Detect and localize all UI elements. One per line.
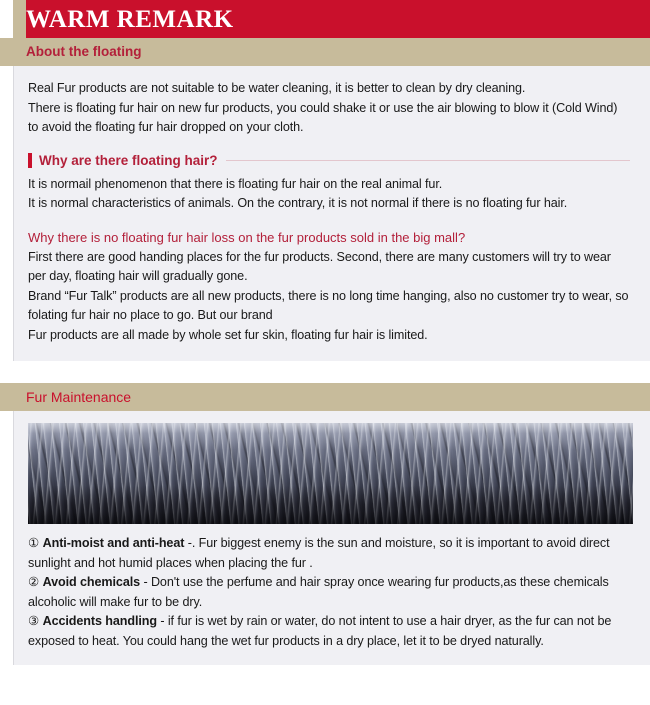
tip-title-1: Anti-moist and anti-heat (42, 536, 185, 550)
section-header-fur-maintenance (0, 383, 650, 411)
panel-divider-gap (0, 361, 650, 383)
list-item (28, 612, 630, 651)
red-bar-marker-icon (28, 153, 32, 168)
tip-title-2: Avoid chemicals (42, 575, 141, 589)
maintenance-tips-list (21, 534, 630, 651)
answer-line-1: It is normail phenomenon that there is floating fur hair on the real animal fur. (28, 176, 443, 191)
tip-body-1: -. Fur biggest enemy is the sun and moisture, so it is important to avoid direct sunlight and hot humid places when placing the fur . (28, 536, 610, 570)
intro-line-1: Real Fur products are not suitable to be water cleaning, it is better to clean by dry cleaning. (28, 81, 526, 95)
section-header-fur-maintenance-label: Fur Maintenance (26, 389, 132, 405)
big-mall-answer-1: First there are good handing places for the fur products. Second, there are many customers will try to wear per day, floating hair will gradually gone. (28, 249, 611, 283)
page-title: WARM REMARK (26, 5, 234, 33)
intro-line-2: There is floating fur hair on new fur products, you could shake it or use the air blowing to blow it (Cold Wind) to avoid the floating fur hair dropped on your cloth. (28, 100, 618, 134)
warm-remark-title-bar (13, 0, 650, 38)
answer-line-2: It is normal characteristics of animals. On the contrary, it is not normal if there is no floating fur hair. (28, 196, 568, 210)
fur-maintenance-panel (0, 383, 650, 665)
list-item (28, 573, 630, 612)
big-mall-answer-2: Brand “Fur Talk” products are all new products, there is no long time hanging, also no customer try to wear, so folating fur hair no place to go. But our brand (28, 288, 629, 322)
tip-body-2: - Don't use the perfume and hair spray once wearing fur products,as these chemicals alcoholic will make fur to be dry. (28, 575, 609, 609)
heading-floating-hair (28, 151, 630, 171)
fur-texture-image (28, 423, 633, 524)
tip-marker-1: ① (28, 536, 40, 550)
big-mall-answer-3: Fur products are all made by whole set fur skin, floating fur hair is limited. (28, 327, 428, 342)
heading-rule-divider (226, 160, 630, 161)
heading-floating-hair-label: Why are there floating hair? (39, 152, 218, 168)
tip-title-3: Accidents handling (42, 614, 157, 628)
fur-maintenance-content (13, 411, 650, 665)
section-header-label: About the floating (26, 44, 142, 60)
tip-marker-3: ③ (28, 614, 40, 628)
warm-remark-content (13, 66, 650, 361)
section-header-about-floating (0, 38, 650, 66)
fur-vignette-layer (28, 423, 633, 524)
spacer (28, 214, 630, 227)
tip-marker-2: ② (28, 575, 40, 589)
question-big-mall: Why there is no floating fur hair loss on the fur products sold in the big mall? (28, 229, 466, 245)
tip-body-3: - if fur is wet by rain or water, do not intent to use a hair dryer, as the fur can not be exposed to heat. You could hang the wet fur products in a dry place, let it to be dryed naturally. (28, 614, 612, 648)
spacer (28, 138, 630, 151)
title-left-strip (13, 0, 26, 38)
list-item (28, 534, 630, 573)
